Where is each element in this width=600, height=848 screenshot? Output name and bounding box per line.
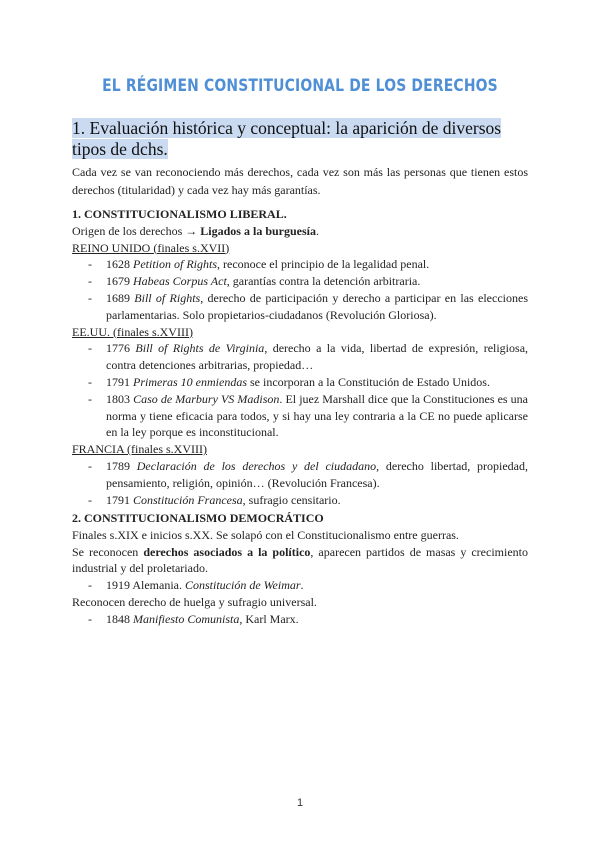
item-pre: 1689	[106, 290, 135, 305]
document-title: EL RÉGIMEN CONSTITUCIONAL DE LOS DERECHOS	[102, 76, 498, 96]
sec2-list-1	[72, 577, 528, 594]
section-heading-text: 1. Evaluación histórica y conceptual: la aparición de diversos tipos de dchs.	[72, 118, 502, 159]
item-post: , derecho a la vida, libertad de expresión, religiosa, contra detenciones arbitrarias, propiedad…	[106, 341, 529, 373]
dash: -	[88, 492, 92, 507]
item-post: , Karl Marx.	[239, 611, 299, 626]
origin-line	[72, 223, 528, 240]
item-pre: 1679	[106, 274, 133, 289]
item-post: , garantías contra la detención arbitraria.	[226, 274, 421, 289]
list-item	[72, 611, 528, 628]
item-italic: Petition of Rights	[133, 257, 217, 272]
item-post: , reconoce el principio de la legalidad penal.	[217, 257, 430, 272]
dash: -	[88, 611, 92, 626]
sec2-line1: Finales s.XIX e inicios s.XX. Se solapó con el Constitucionalismo entre guerras.	[72, 527, 459, 542]
france-label: FRANCIA (finales s.XVIII)	[72, 442, 207, 457]
origin-prefix: Origen de los derechos →	[72, 223, 201, 238]
dash: -	[88, 290, 92, 305]
dash: -	[88, 374, 92, 389]
item-pre: 1848	[106, 611, 133, 626]
item-italic: Bill of Rights de Virginia	[135, 341, 265, 356]
item-italic: Habeas Corpus Act	[133, 274, 227, 289]
page-number: 1	[296, 797, 304, 809]
usa-list	[72, 340, 528, 441]
item-italic: Primeras 10 enmiendas	[133, 374, 247, 389]
list-item	[72, 256, 528, 273]
item-post: , derecho libertad, propiedad, pensamiento, religión, opinión… (Revolución Francesa).	[106, 458, 529, 490]
sec2-line3: Reconocen derecho de huelga y sufragio universal.	[72, 594, 317, 609]
dash: -	[88, 341, 92, 356]
item-post: . El juez Marshall dice que la Constituciones es una norma y tiene eficacia para todos, y si hay una ley contraria a la CE no puede aplicarse en la ley porque es inconstitucional.	[106, 391, 528, 440]
dash: -	[88, 274, 92, 289]
uk-label: REINO UNIDO (finales s.XVII)	[72, 240, 230, 255]
line2-prefix: Se reconocen	[72, 544, 144, 559]
section-heading	[72, 118, 530, 160]
item-pre: 1791	[106, 492, 133, 507]
item-pre: 1803	[106, 391, 134, 406]
list-item	[72, 391, 528, 441]
item-pre: 1776	[106, 341, 136, 356]
intro-paragraph: Cada vez se van reconociendo más derechos, cada vez son más las personas que tienen estos derechos (titularidad) y cada vez hay más garantías.	[72, 165, 528, 197]
sec2-line2	[72, 544, 528, 578]
list-item	[72, 458, 528, 492]
sec2-list-2	[72, 611, 528, 628]
list-item	[72, 492, 528, 509]
dash: -	[88, 578, 92, 593]
list-item	[72, 340, 528, 374]
item-italic: Declaración de los derechos y del ciudadano	[136, 458, 377, 473]
section-liberal-title: 1. CONSTITUCIONALISMO LIBERAL.	[72, 207, 287, 221]
section-democratic	[72, 510, 528, 628]
item-italic: Manifiesto Comunista	[133, 611, 240, 626]
france-list	[72, 458, 528, 508]
dash: -	[88, 391, 92, 406]
section-democratic-title: 2. CONSTITUCIONALISMO DEMOCRÁTICO	[72, 511, 324, 525]
item-italic: Constitución Francesa	[133, 492, 243, 507]
item-pre: 1628	[106, 257, 133, 272]
uk-list	[72, 256, 528, 323]
usa-label: EE.UU. (finales s.XVIII)	[72, 324, 193, 339]
line2-suffix: , aparecen partidos de masas y crecimiento industrial y del proletariado.	[72, 544, 528, 576]
item-italic: Bill of Rights	[134, 290, 201, 305]
item-post: se incorporan a la Constitución de Estado Unidos.	[247, 374, 490, 389]
item-pre: 1919 Alemania.	[106, 578, 185, 593]
list-item	[72, 374, 528, 391]
item-post: , derecho de participación y derecho a participar en las elecciones parlamentarias. Solo propietarios-ciudadanos (Revolución Gloriosa).	[106, 290, 528, 322]
origin-bold: Ligados a la burguesía	[200, 223, 316, 238]
item-post: .	[300, 578, 304, 593]
line2-bold: derechos asociados a la político	[143, 544, 311, 559]
list-item	[72, 273, 528, 290]
origin-suffix: .	[316, 223, 319, 238]
dash: -	[88, 458, 92, 473]
item-post: , sufragio censitario.	[242, 492, 341, 507]
item-italic: Caso de Marbury VS Madison	[133, 391, 280, 406]
item-pre: 1791	[106, 374, 133, 389]
list-item	[72, 290, 528, 324]
list-item	[72, 577, 528, 594]
dash: -	[88, 257, 92, 272]
section-liberal	[72, 206, 528, 508]
item-pre: 1789	[106, 458, 137, 473]
item-italic: Constitución de Weimar	[184, 578, 301, 593]
